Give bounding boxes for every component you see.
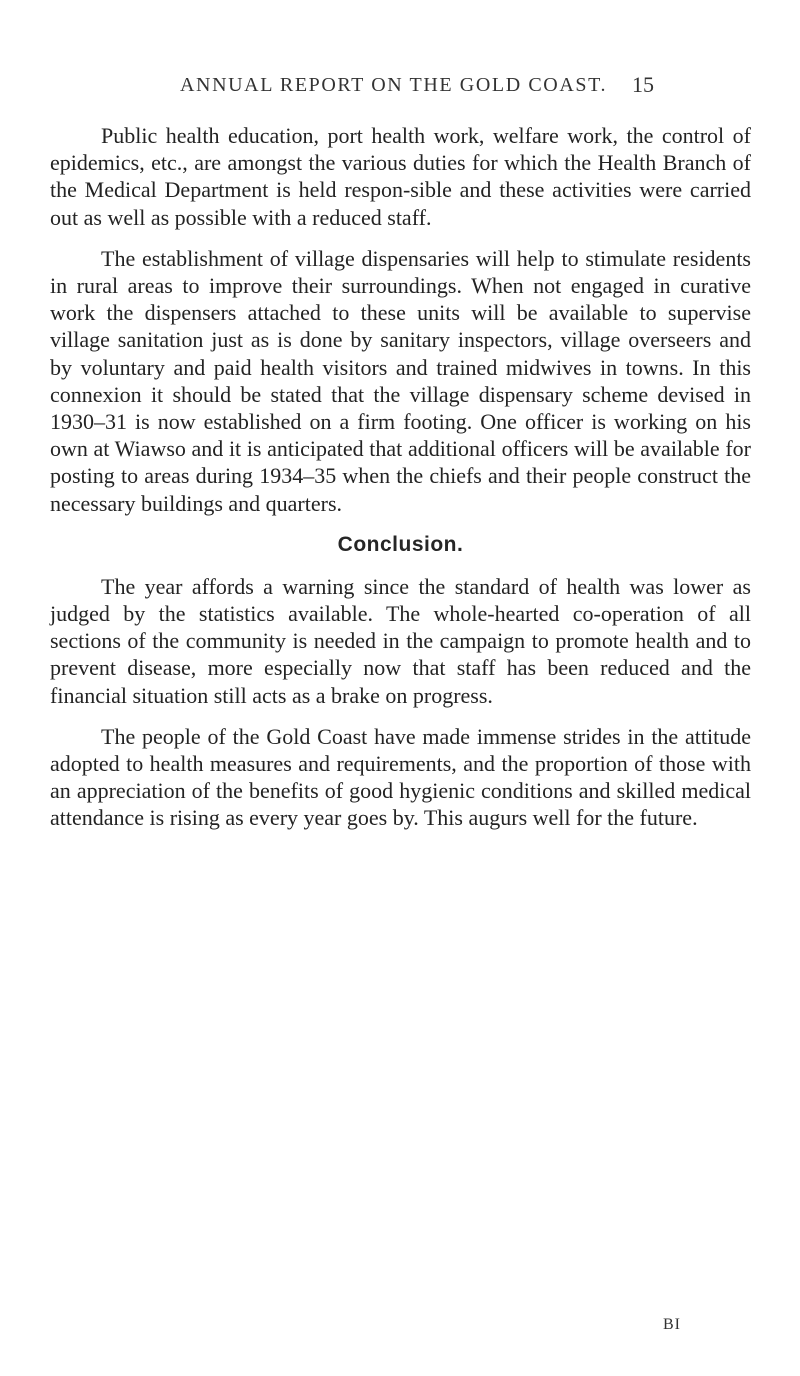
running-head: ANNUAL REPORT ON THE GOLD COAST.: [180, 74, 608, 96]
paragraph-health-education: Public health education, port health work, welfare work, the control of epidemics, etc., are amongst the various duties for which the Health Branch of the Medical Department is held respon-sible and these activities were carried out as well as possible with a reduced staff.: [50, 123, 751, 230]
page-number: 15: [632, 72, 654, 97]
paragraph-conclusion-warning: The year affords a warning since the standard of health was lower as judged by the statistics available. The whole-hearted co-operation of all sections of the community is needed in the campaign to promote health and to prevent disease, more especially now that staff has been reduced and the financial situation still acts as a brake on progress.: [50, 573, 751, 708]
paragraph-conclusion-progress: The people of the Gold Coast have made immense strides in the attitude adopted to health measures and requirements, and the proportion of those with an appreciation of the benefits of good hygienic conditions and skilled medical attendance is rising as every year goes by. This augurs well for the future.: [50, 723, 751, 831]
body-text: [50, 110, 751, 846]
section-heading-conclusion: Conclusion.: [337, 532, 464, 556]
signature-mark: BI: [663, 1316, 681, 1333]
paragraph-village-dispensaries: The establishment of village dispensaries will help to stimulate residents in rural areas to improve their surroundings. When not engaged in curative work the dispensers attached to these units will be available to supervise village sanitation just as is done by sanitary inspectors, village overseers and by voluntary and paid health visitors and trained midwives in towns. In this connexion it should be stated that the village dispensary scheme devised in 1930–31 is now established on a firm footing. One officer is working on his own at Wiawso and it is anticipated that additional officers will be available for posting to areas during 1934–35 when the chiefs and their people construct the necessary buildings and quarters.: [50, 245, 751, 516]
